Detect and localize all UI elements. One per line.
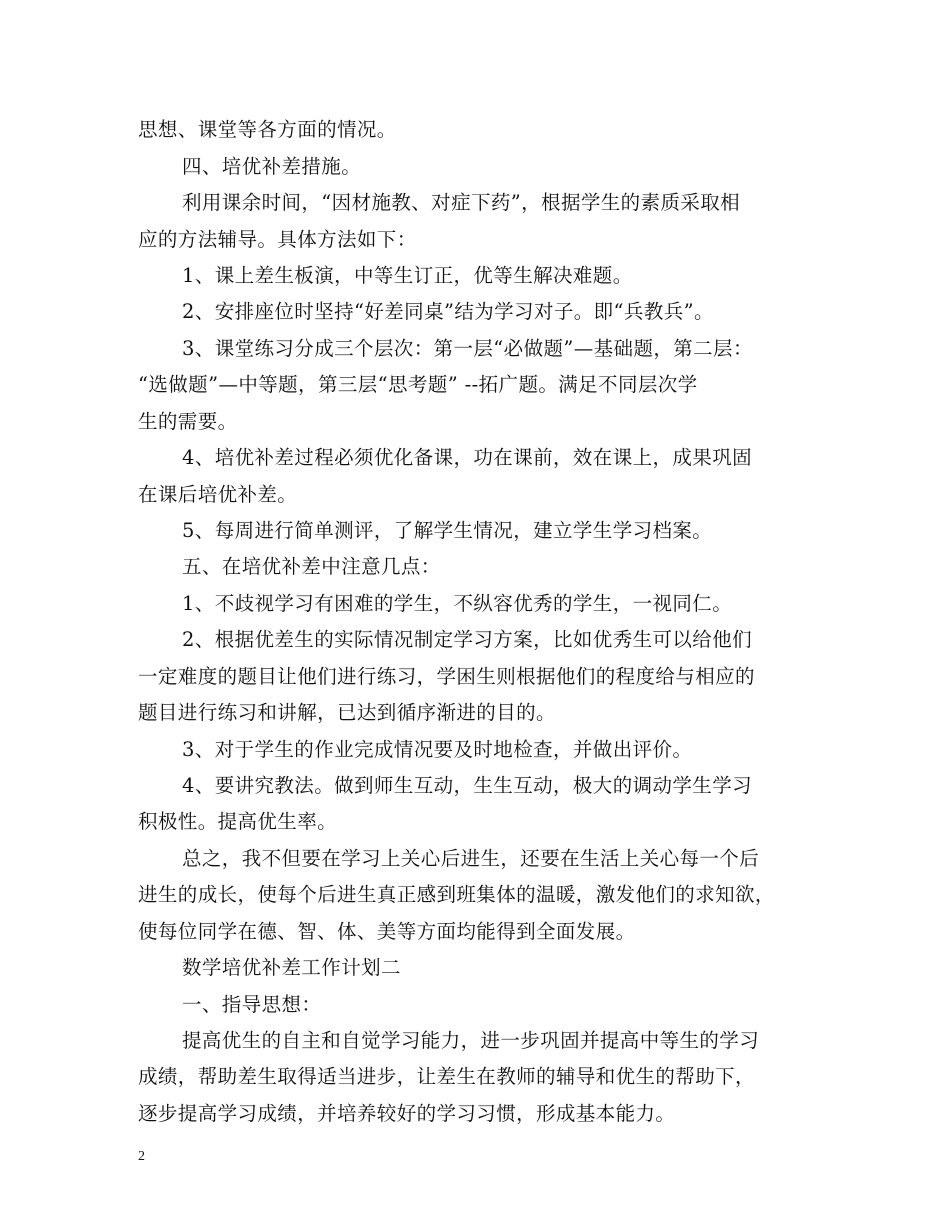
text-line: 五、在培优补差中注意几点： bbox=[182, 555, 441, 578]
text-line: 积极性。提高优生率。 bbox=[138, 810, 338, 833]
text-line: 2、安排座位时坚持“好差同桌”结为学习对子。即“兵教兵”。 bbox=[182, 300, 714, 323]
text-line: 逐步提高学习成绩，并培养较好的学习习惯，形成基本能力。 bbox=[138, 1102, 676, 1125]
text-line: 成绩，帮助差生取得适当进步，让差生在教师的辅导和优生的帮助下， bbox=[138, 1065, 755, 1088]
text-line: 进生的成长，使每个后进生真正感到班集体的温暖，激发他们的求知欲， bbox=[138, 883, 775, 906]
text-line: 5、每周进行简单测评，了解学生情况，建立学生学习档案。 bbox=[182, 519, 713, 542]
text-line: 应的方法辅导。具体方法如下： bbox=[138, 228, 417, 251]
page-number: 2 bbox=[138, 1149, 145, 1164]
text-line: 1、不歧视学习有困难的学生，不纵容优秀的学生，一视同仁。 bbox=[182, 592, 733, 615]
text-line: 提高优生的自主和自觉学习能力，进一步巩固并提高中等生的学习 bbox=[182, 1029, 760, 1052]
text-line: 1、课上差生板演，中等生订正，优等生解决难题。 bbox=[182, 264, 633, 287]
text-line: 数学培优补差工作计划二 bbox=[182, 956, 401, 979]
text-line: 四、培优补差措施。 bbox=[182, 155, 362, 178]
text-line: 2、根据优差生的实际情况制定学习方案，比如优秀生可以给他们 bbox=[182, 628, 753, 651]
text-line: 利用课余时间，“因材施教、对症下药”，根据学生的素质采取相 bbox=[182, 191, 741, 214]
text-line: 一定难度的题目让他们进行练习，学困生则根据他们的程度给与相应的 bbox=[138, 665, 755, 688]
text-line: 总之，我不但要在学习上关心后进生，还要在生活上关心每一个后 bbox=[182, 847, 760, 870]
text-line: 在课后培优补差。 bbox=[138, 483, 298, 506]
text-line: 3、对于学生的作业完成情况要及时地检查，并做出评价。 bbox=[182, 738, 693, 761]
text-line: 题目进行练习和讲解，已达到循序渐进的目的。 bbox=[138, 701, 556, 724]
text-line: 思想、课堂等各方面的情况。 bbox=[138, 118, 397, 141]
text-line: 使每位同学在德、智、体、美等方面均能得到全面发展。 bbox=[138, 920, 636, 943]
text-line: 一、指导思想： bbox=[182, 993, 322, 1016]
text-line: 4、培优补差过程必须优化备课，功在课前，效在课上，成果巩固 bbox=[182, 446, 753, 469]
text-line: 生的需要。 bbox=[138, 410, 238, 433]
text-line: “选做题”—中等题，第三层“思考题” --拓广题。满足不同层次学 bbox=[138, 373, 698, 396]
text-line: 3、课堂练习分成三个层次：第一层“必做题”—基础题，第二层： bbox=[182, 337, 753, 360]
text-line: 4、要讲究教法。做到师生互动，生生互动，极大的调动学生学习 bbox=[182, 774, 753, 797]
